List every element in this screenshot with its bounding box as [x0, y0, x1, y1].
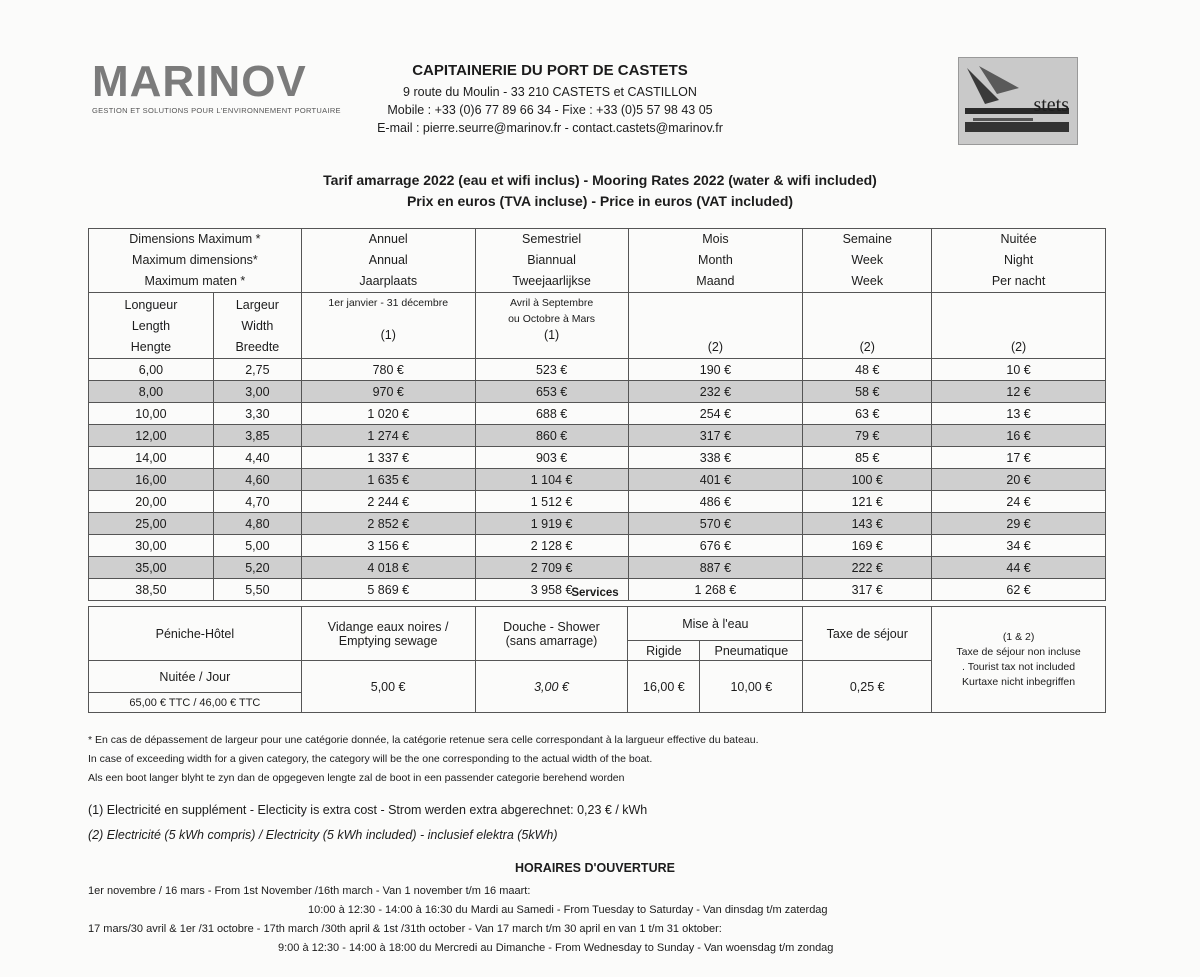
hours-line: 17 mars/30 avril & 1er /31 octobre - 17th march /30th april & 1st /31th october - Van 17 march t/m 30 april en van 1 t/m 31 oktober: [88, 923, 722, 935]
rate-cell: 12 € [932, 381, 1106, 403]
rate-cell: 3,00 [213, 381, 301, 403]
biannual-period-cell [475, 293, 628, 359]
dimensions-header-fr: Dimensions Maximum * [129, 232, 261, 246]
column-header-line: Mois [702, 232, 729, 246]
sewage-header-line: Emptying sewage [338, 633, 438, 648]
rate-cell: 254 € [628, 403, 803, 425]
length-header [89, 293, 214, 359]
column-header-line: Annuel [368, 232, 408, 246]
services-label: Services [571, 587, 619, 599]
week-note: (2) [803, 293, 932, 359]
tax-note-line: Taxe de séjour non incluse [956, 645, 1081, 658]
annual-note: (1) [380, 328, 396, 342]
rates-title-line-2: Prix en euros (TVA incluse) - Price in euros (VAT included) [406, 193, 794, 209]
inflatable-price: 10,00 € [700, 661, 803, 713]
rate-row [89, 447, 1106, 469]
column-header-line: Annual [368, 253, 408, 267]
rate-cell: 169 € [803, 535, 932, 557]
rigid-price: 16,00 € [628, 661, 700, 713]
rate-cell: 5,00 [213, 535, 301, 557]
rate-cell: 24 € [932, 491, 1106, 513]
rate-row [89, 381, 1106, 403]
column-header-line: Maand [696, 274, 735, 288]
rate-cell: 317 € [803, 579, 932, 601]
rate-row [89, 535, 1106, 557]
column-header-line: Semestriel [522, 232, 582, 246]
rate-cell: 338 € [628, 447, 803, 469]
rate-cell: 3 958 € [475, 579, 628, 601]
logo-wordmark: MARINOV [92, 57, 307, 106]
rate-cell: 5,20 [213, 557, 301, 579]
rate-cell: 4,40 [213, 447, 301, 469]
column-header-line: Nuitée [1000, 232, 1037, 246]
column-header-line: Week [851, 253, 884, 267]
rate-row [89, 403, 1106, 425]
rate-cell: 401 € [628, 469, 803, 491]
rate-cell: 16 € [932, 425, 1106, 447]
rate-cell: 25,00 [89, 513, 214, 535]
note-line: In case of exceeding width for a given category, the category will be the one corresponding to the actual width of the boat. [88, 753, 653, 765]
width-header-line: Breedte [235, 340, 280, 354]
rate-cell: 1 512 € [475, 491, 628, 513]
width-header-line: Largeur [235, 298, 279, 312]
rate-cell: 62 € [932, 579, 1106, 601]
rate-cell: 48 € [803, 359, 932, 381]
rate-cell: 970 € [301, 381, 475, 403]
night-note: (2) [932, 293, 1106, 359]
rate-cell: 58 € [803, 381, 932, 403]
dimensions-header-en: Maximum dimensions* [132, 253, 258, 267]
rate-cell: 222 € [803, 557, 932, 579]
rate-cell: 3,85 [213, 425, 301, 447]
address: 9 route du Moulin - 33 210 CASTETS et CASTILLON [403, 85, 697, 99]
rate-cell: 688 € [475, 403, 628, 425]
shower-header [475, 607, 628, 661]
width-header [213, 293, 301, 359]
electricity-note: (1) Electricité en supplément - Electicity is extra cost - Strom werden extra abgerechnet: 0,23 € / kWh [88, 803, 648, 817]
rates-title [200, 170, 1000, 212]
rate-cell: 1 274 € [301, 425, 475, 447]
electricity-notes [88, 798, 647, 848]
length-header-line: Hengte [130, 340, 172, 354]
rate-cell: 5,50 [213, 579, 301, 601]
rate-cell: 63 € [803, 403, 932, 425]
column-header-annual [301, 229, 475, 293]
rate-cell: 1 020 € [301, 403, 475, 425]
opening-hours [88, 882, 1118, 958]
rate-cell: 44 € [932, 557, 1106, 579]
rate-cell: 523 € [475, 359, 628, 381]
length-header-line: Longueur [124, 298, 178, 312]
rate-cell: 1 337 € [301, 447, 475, 469]
tax-note-line: . Tourist tax not included [962, 660, 1076, 673]
rate-cell: 1 919 € [475, 513, 628, 535]
castets-logo [958, 57, 1078, 145]
rate-cell: 5 869 € [301, 579, 475, 601]
hours-line: 1er novembre / 16 mars - From 1st November /16th march - Van 1 november t/m 16 maart: [88, 885, 531, 897]
logo-tagline: GESTION ET SOLUTIONS POUR L'ENVIRONNEMENT PORTUAIRE [92, 106, 341, 115]
annual-period: 1er janvier - 31 décembre [328, 297, 449, 309]
rates-title-line-1: Tarif amarrage 2022 (eau et wifi inclus) - Mooring Rates 2022 (water & wifi included) [323, 172, 877, 188]
rate-cell: 780 € [301, 359, 475, 381]
rate-cell: 860 € [475, 425, 628, 447]
services-table [88, 606, 1106, 713]
rate-cell: 887 € [628, 557, 803, 579]
tourist-tax-header: Taxe de séjour [803, 607, 932, 661]
rate-cell: 4,80 [213, 513, 301, 535]
month-note: (2) [628, 293, 803, 359]
column-header-line: Tweejaarlijkse [512, 274, 591, 288]
tax-note-line: (1 & 2) [1002, 630, 1035, 643]
length-header-line: Length [131, 319, 171, 333]
harbour-office-header [330, 62, 770, 139]
peniche-night-label: Nuitée / Jour [89, 661, 302, 693]
inflatable-label: Pneumatique [700, 641, 803, 661]
note-line: Als een boot langer blyht te zyn dan de opgegeven lengte zal de boot in een passender categorie berehend worden [88, 772, 625, 784]
rate-rows [89, 359, 1106, 601]
peniche-hotel-header: Péniche-Hôtel [89, 607, 302, 661]
column-header-night [932, 229, 1106, 293]
shower-price: 3,00 € [475, 661, 628, 713]
rate-cell: 2 709 € [475, 557, 628, 579]
column-header-line: Per nacht [991, 274, 1046, 288]
opening-hours-title: HORAIRES D'OUVERTURE [515, 861, 675, 875]
hours-line: 9:00 à 12:30 - 14:00 à 18:00 du Mercredi au Dimanche - From Wednesday to Sunday - Van woensdag t/m zondag [278, 942, 834, 954]
rate-row [89, 359, 1106, 381]
rate-row [89, 425, 1106, 447]
rate-cell: 17 € [932, 447, 1106, 469]
rate-cell: 2,75 [213, 359, 301, 381]
column-header-line: Week [851, 274, 884, 288]
rate-cell: 20 € [932, 469, 1106, 491]
column-header-line: Semaine [842, 232, 892, 246]
rate-cell: 570 € [628, 513, 803, 535]
column-header-line: Month [698, 253, 733, 267]
phone-numbers: Mobile : +33 (0)6 77 89 66 34 - Fixe : +33 (0)5 57 98 43 05 [387, 103, 713, 117]
rate-cell: 2 852 € [301, 513, 475, 535]
shower-header-line: Douche - Shower [503, 619, 600, 634]
rate-cell: 14,00 [89, 447, 214, 469]
column-header-line: Biannual [527, 253, 576, 267]
marinov-logo [92, 57, 341, 115]
harbour-office-title: CAPITAINERIE DU PORT DE CASTETS [412, 62, 688, 79]
hours-line: 10:00 à 12:30 - 14:00 à 16:30 du Mardi au Samedi - From Tuesday to Saturday - Van dinsdag t/m zaterdag [308, 904, 828, 916]
rate-cell: 143 € [803, 513, 932, 535]
castets-logo-text: stets [1033, 94, 1069, 116]
rate-cell: 38,50 [89, 579, 214, 601]
dimensions-header [89, 229, 302, 293]
rate-cell: 35,00 [89, 557, 214, 579]
dimensions-header-nl: Maximum maten * [144, 274, 246, 288]
rate-cell: 190 € [628, 359, 803, 381]
sewage-header-line: Vidange eaux noires / [327, 619, 449, 634]
rate-cell: 10,00 [89, 403, 214, 425]
rate-cell: 6,00 [89, 359, 214, 381]
rate-cell: 653 € [475, 381, 628, 403]
rate-cell: 3,30 [213, 403, 301, 425]
launch-header: Mise à l'eau [628, 607, 803, 641]
biannual-period: Avril à Septembre [509, 297, 594, 309]
rate-cell: 3 156 € [301, 535, 475, 557]
rate-row [89, 469, 1106, 491]
electricity-note: (2) Electricité (5 kWh compris) / Electricity (5 kWh included) - inclusief elektra (5kWh) [88, 828, 558, 842]
biannual-period: ou Octobre à Mars [508, 313, 596, 325]
rate-cell: 4 018 € [301, 557, 475, 579]
rate-cell: 13 € [932, 403, 1106, 425]
column-header-month [628, 229, 803, 293]
annual-period-cell [301, 293, 475, 359]
rate-cell: 12,00 [89, 425, 214, 447]
rate-cell: 8,00 [89, 381, 214, 403]
rate-cell: 79 € [803, 425, 932, 447]
biannual-note: (1) [543, 328, 560, 342]
rate-cell: 2 128 € [475, 535, 628, 557]
rate-cell: 1 268 € [628, 579, 803, 601]
rate-cell: 317 € [628, 425, 803, 447]
rate-row [89, 557, 1106, 579]
column-header-line: Night [1003, 253, 1034, 267]
rate-cell: 30,00 [89, 535, 214, 557]
rate-cell: 29 € [932, 513, 1106, 535]
peniche-price: 65,00 € TTC / 46,00 € TTC [89, 693, 302, 713]
rate-cell: 676 € [628, 535, 803, 557]
rate-cell: 232 € [628, 381, 803, 403]
column-header-biannual [475, 229, 628, 293]
rate-row [89, 491, 1106, 513]
rate-cell: 16,00 [89, 469, 214, 491]
rate-row [89, 513, 1106, 535]
rate-cell: 903 € [475, 447, 628, 469]
sewage-price: 5,00 € [301, 661, 475, 713]
tourist-tax-note [932, 607, 1106, 713]
rate-cell: 1 104 € [475, 469, 628, 491]
rate-cell: 121 € [803, 491, 932, 513]
note-line: * En cas de dépassement de largeur pour une catégorie donnée, la catégorie retenue sera celle correspondant à la largueur effective du bateau. [88, 734, 759, 746]
rate-cell: 4,70 [213, 491, 301, 513]
shower-header-line: (sans amarrage) [505, 633, 598, 648]
rate-cell: 34 € [932, 535, 1106, 557]
rate-cell: 4,60 [213, 469, 301, 491]
tourist-tax-price: 0,25 € [803, 661, 932, 713]
rate-cell: 20,00 [89, 491, 214, 513]
rate-cell: 1 635 € [301, 469, 475, 491]
rigid-label: Rigide [628, 641, 700, 661]
rate-cell: 486 € [628, 491, 803, 513]
width-notes [88, 731, 759, 788]
email-addresses: E-mail : pierre.seurre@marinov.fr - contact.castets@marinov.fr [377, 121, 723, 135]
width-header-line: Width [241, 319, 274, 333]
column-header-line: Jaarplaats [359, 274, 418, 288]
mooring-rates-table [88, 228, 1106, 601]
tax-note-line: Kurtaxe nicht inbegriffen [962, 675, 1076, 688]
rate-cell: 10 € [932, 359, 1106, 381]
sewage-header [301, 607, 475, 661]
column-header-week [803, 229, 932, 293]
rate-cell: 100 € [803, 469, 932, 491]
rate-cell: 2 244 € [301, 491, 475, 513]
rate-cell: 85 € [803, 447, 932, 469]
